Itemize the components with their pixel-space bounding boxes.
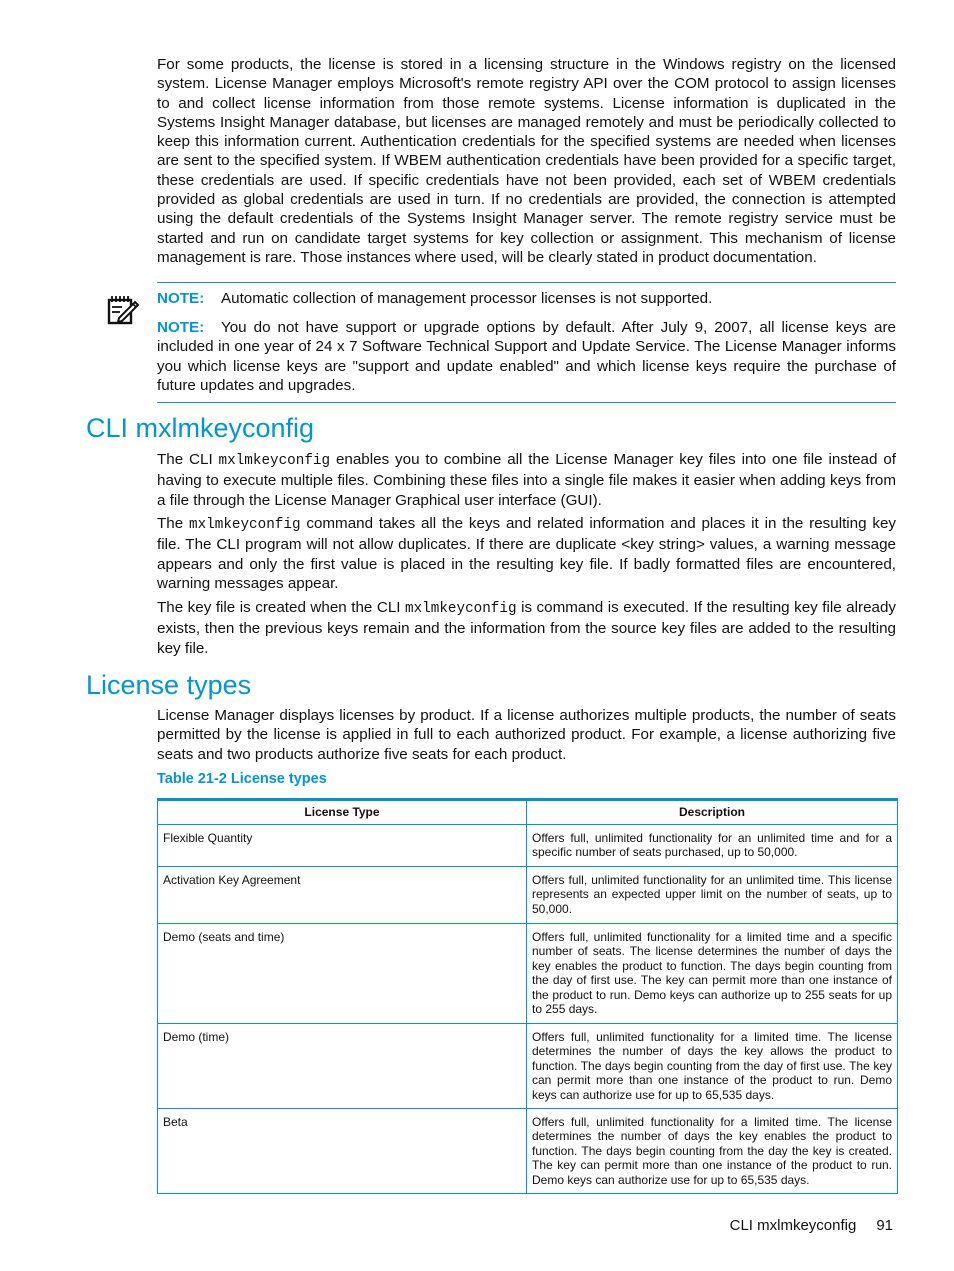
text: is command is executed. If the resulting key file already exists, then the previous keys remain and the information from the source key files are added to the resulting key file. [157,599,896,657]
page-footer [730,1216,893,1235]
cell-license-type: Flexible Quantity [158,825,527,867]
note-label: NOTE: [157,319,205,336]
cell-description: Offers full, unlimited functionality for an unlimited time. This license represents an expected upper limit on the number of seats, up to 50,000. [527,867,898,924]
text: The CLI [157,451,219,468]
license-types-table [157,798,898,1194]
table-row [158,924,898,1024]
table-row [158,1024,898,1109]
cell-license-type: Demo (time) [158,1024,527,1109]
section-heading-cli: CLI mxlmkeyconfig [86,413,315,443]
cell-description: Offers full, unlimited functionality for a limited time and a specific number of seats. The license determines the number of days the key enables the product to function. The days begin counting from the day of first use. The key can permit more than one instance of the product to run. Demo keys can authorize up to 255 seats for up to 255 days. [527,924,898,1024]
cell-description: Offers full, unlimited functionality for an unlimited time and for a specific number of seats purchased, up to 50,000. [527,825,898,867]
license-paragraph: License Manager displays licenses by product. If a license authorizes multiple products, the number of seats permitted by the license is applied in full to each authorized product. For example, a license authorizing five seats and two products authorize five seats for each product. [157,707,896,763]
section-heading-license-types: License types [86,670,252,700]
page-number: 91 [876,1217,893,1234]
note-text: You do not have support or upgrade options by default. After July 9, 2007, all license keys are included in one year of 24 x 7 Software Technical Support and Update Service. The License Manager informs you which license keys are "support and update enabled" and which license keys require the purchase of future updates and upgrades. [157,319,896,394]
intro-paragraph: For some products, the license is stored in a licensing structure in the Windows registry on the licensed system. License Manager employs Microsoft's remote registry API over the COM protocol to assign licenses to and collect license information from those remote systems. License information is duplicated in the Systems Insight Manager database, but licenses are managed remotely and must be periodically collected to keep this information current. Authentication credentials for the specified systems are needed when licenses are sent to the specified system. If WBEM authentication credentials have been provided for a specific target, these credentials are used. If specific credentials have not been provided, each set of WBEM credentials provided as global credentials are used in turn. If no credentials are provided, the connection is attempted using the default credentials of the Systems Insight Manager server. The remote registry service must be started and run on candidate target systems for key collection or assignment. This mechanism of license management is rare. Those instances where used, will be clearly stated in product documentation. [157,56,896,266]
table-row [158,1109,898,1194]
command-name: mxlmkeyconfig [218,453,331,469]
table-header-row [158,800,898,825]
header-license-type: License Type [158,800,527,825]
cli-paragraph-3 [157,598,896,658]
command-name: mxlmkeyconfig [405,601,517,617]
note-label: NOTE: [157,290,205,307]
note-text: Automatic collection of management processor licenses is not supported. [221,290,713,307]
note-pencil-icon [106,292,140,326]
footer-section-title: CLI mxlmkeyconfig [729,1217,857,1234]
text: The key file is created when the CLI [157,599,406,616]
note-1 [157,289,896,308]
cell-license-type: Activation Key Agreement [158,867,527,924]
cell-description: Offers full, unlimited functionality for a limited time. The license determines the number of days the key enables the product to function. The days begin counting from the day the key is created. The key can permit more than one instance of the product to run. Demo keys can authorize use for up to 65,535 days. [527,1109,898,1194]
header-description: Description [527,800,898,825]
text: enables you to combine all the License Manager key files into one file instead of having to execute multiple files. Combining these files into a single file makes it easier when adding keys from a file through the License Manager Graphical user interface (GUI). [157,451,896,509]
cli-paragraph-2 [157,514,896,593]
note-2 [157,318,896,395]
cell-license-type: Demo (seats and time) [158,924,527,1024]
text: The [157,515,189,532]
table-caption: Table 21-2 License types [157,771,327,787]
text: command takes all the keys and related information and places it in the resulting key file. The CLI program will not allow duplicates. If there are duplicate <key string> values, a warning message appears and only the first value is placed in the resulting key file. If badly formatted files are encountered, warning messages appear. [157,515,897,592]
cell-description: Offers full, unlimited functionality for a limited time. The license determines the number of days the key allows the product to function. The days begin counting from the day of first use. The key can permit more than one instance of the product to run. Demo keys can authorize use for up to 65,535 days. [527,1024,898,1109]
table-row [158,867,898,924]
cell-license-type: Beta [158,1109,527,1194]
command-name: mxlmkeyconfig [189,517,301,533]
table-row [158,825,898,867]
cli-paragraph-1 [157,450,896,510]
